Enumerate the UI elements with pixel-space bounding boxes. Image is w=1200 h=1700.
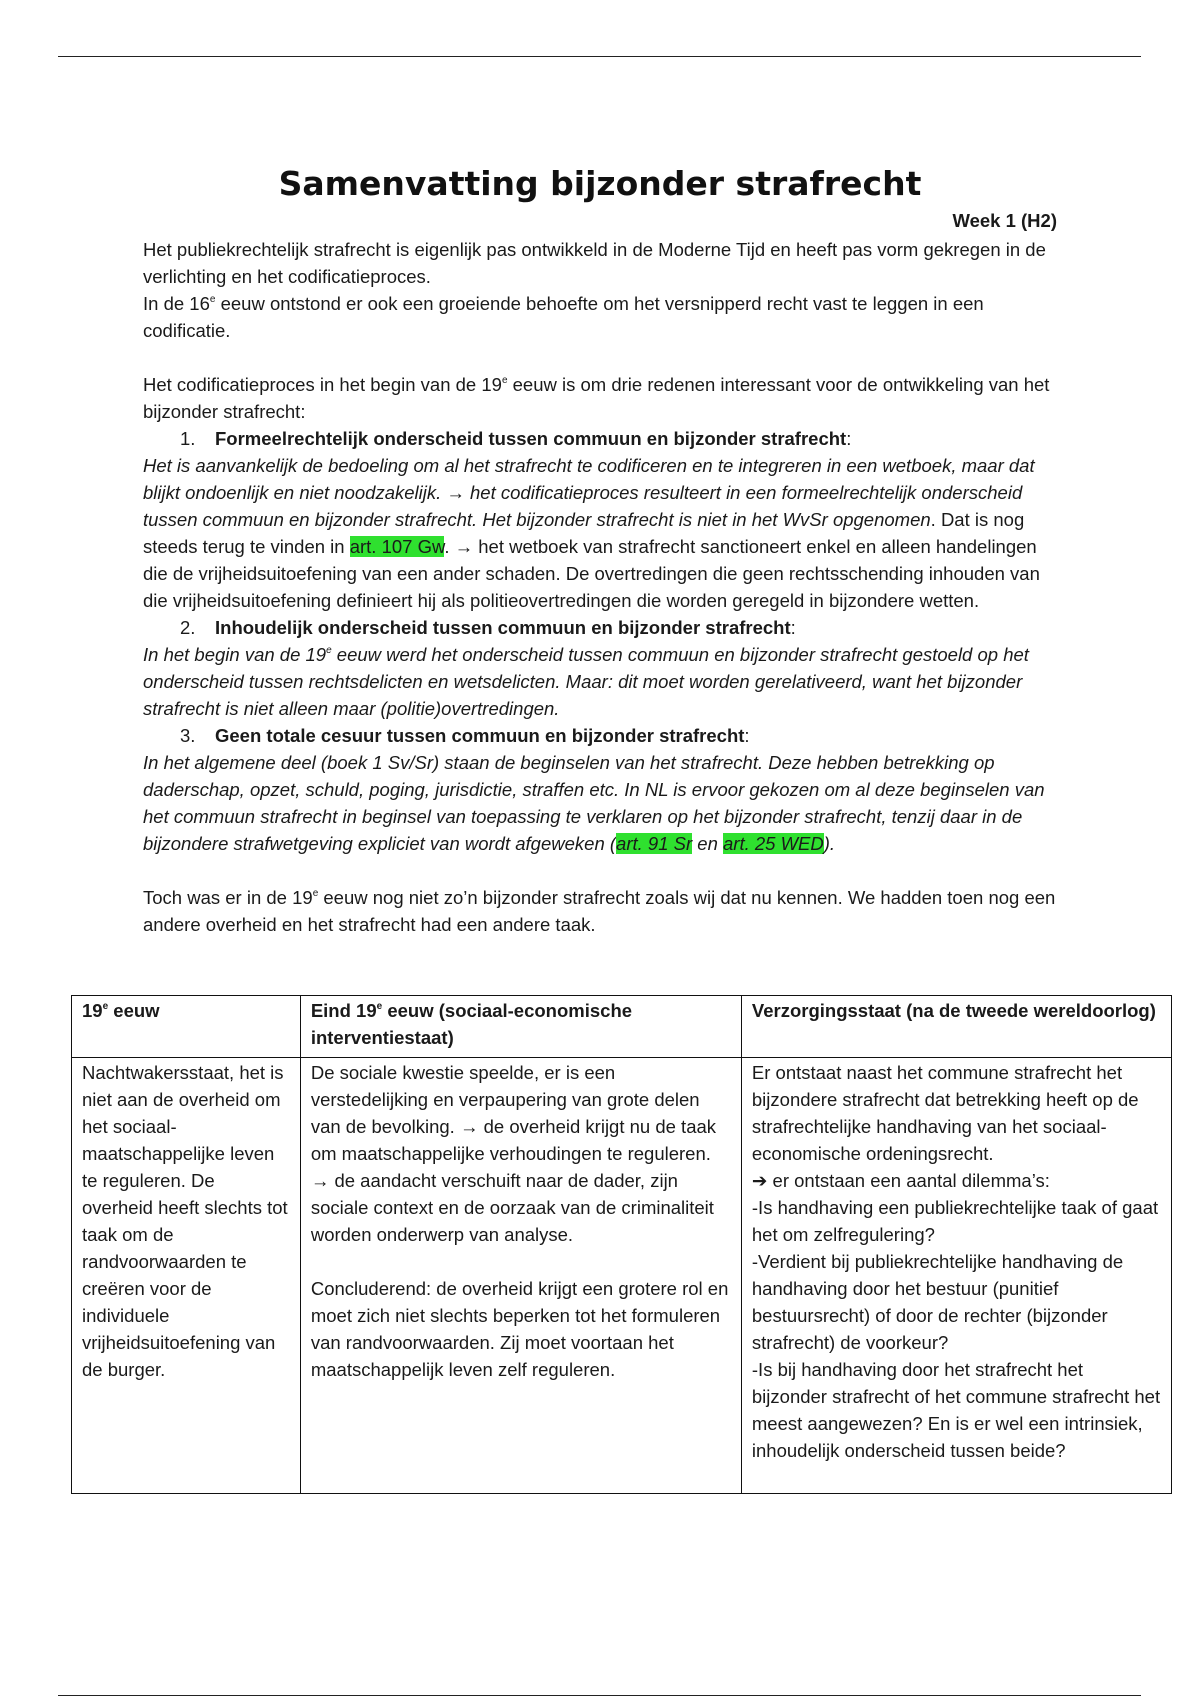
highlight-art-107-gw: art. 107 Gw [349,536,445,557]
intro-paragraph-3: Het codificatieproces in het begin van de 19e eeuw is om drie redenen interessant voor de ontwikkeling van het bijzonder strafrecht: [143,374,1050,422]
table-row [72,1058,1172,1494]
table-cell-interventiestaat: De sociale kwestie speelde, er is een verstedelijking en verpaupering van grote delen van de bevolking. → de overheid krijgt nu de taak om maatschappelijke verhoudingen te reguleren. → de aandacht verschuift naar de dader, zijn sociale context en de oorzaak van de criminaliteit worden onderwerp van analyse. Concluderend: de overheid krijgt een grotere rol en moet zich niet slechts beperken tot het formuleren van randvoorwaarden. Zij moet voortaan het maatschappelijk leven zelf reguleren. [300,1058,741,1494]
table-header-row [72,996,1172,1058]
list-item-3-heading: 3. Geen totale cesuur tussen commuun en bijzonder strafrecht: [180,725,750,746]
document-title: Samenvatting bijzonder strafrecht [278,164,922,203]
highlight-art-91-sr: art. 91 Sr [616,833,693,854]
table-header-19e-eeuw: 19e eeuw [72,996,301,1058]
list-item-1-heading: 1. Formeelrechtelijk onderscheid tussen commuun en bijzonder strafrecht: [180,428,852,449]
footer-rule [58,1695,1141,1696]
week-label: Week 1 (H2) [952,210,1057,231]
list-item-1-body: Het is aanvankelijk de bedoeling om al het strafrecht te codificeren en te integreren in een wetboek, maar dat blijkt ondoenlijk en niet noodzakelijk. → het codificatieproces resulteert in een formeelrechtelijk onderscheid tussen commuun en bijzonder strafrecht. Het bijzonder strafrecht is niet in het WvSr opgenomen. Dat is nog steeds terug te vinden in art. 107 Gw. → het wetboek van strafrecht sanctioneert enkel en alleen handelingen die de vrijheidsuitoefening van een ander schaden. De overtredingen die geen rechtsschending inhouden van die vrijheidsuitoefening definieert hij als politieovertredingen die worden geregeld in bijzondere wetten. [143,455,1040,611]
document-body [143,236,1063,938]
header-rule [58,56,1141,57]
list-item-2-body: In het begin van de 19e eeuw werd het onderscheid tussen commuun en bijzonder strafrecht gestoeld op het onderscheid tussen rechtsdelicten en wetsdelicten. Maar: dit moet worden gerelativeerd, want het bijzonder strafrecht is niet alleen maar (politie)overtredingen. [143,644,1029,719]
highlight-art-25-wed: art. 25 WED [723,833,824,854]
list-item-3-body: In het algemene deel (boek 1 Sv/Sr) staan de beginselen van het strafrecht. Deze hebben betrekking op daderschap, opzet, schuld, poging, jurisdictie, straffen etc. In NL is ervoor gekozen om al deze beginselen van het commuun strafrecht in beginsel van toepassing te verklaren op het bijzonder strafrecht, tenzij daar in de bijzondere strafwetgeving expliciet van wordt afgeweken (art. 91 Sr en art. 25 WED). [143,752,1045,854]
table-header-eind-19e-eeuw: Eind 19e eeuw (sociaal-economische interventiestaat) [300,996,741,1058]
comparison-table [71,995,1172,1494]
table-header-verzorgingsstaat: Verzorgingsstaat (na de tweede wereldoorlog) [741,996,1171,1058]
table-cell-nachtwakersstaat: Nachtwakersstaat, het is niet aan de overheid om het sociaal-maatschappelijke leven te reguleren. De overheid heeft slechts tot taak om de randvoorwaarden te creëren voor de individuele vrijheidsuitoefening van de burger. [72,1058,301,1494]
table-cell-verzorgingsstaat: Er ontstaat naast het commune strafrecht het bijzondere strafrecht dat betrekking heeft op de strafrechtelijke handhaving van het sociaal-economische ordeningsrecht. ➔ er ontstaan een aantal dilemma’s: -Is handhaving een publiekrechtelijke taak of gaat het om zelfregulering? -Verdient bij publiekrechtelijke handhaving de handhaving door het bestuur (punitief bestuursrecht) of door de rechter (bijzonder strafrecht) de voorkeur? -Is bij handhaving door het strafrecht het bijzonder strafrecht of het commune strafrecht het meest aangewezen? En is er wel een intrinsiek, inhoudelijk onderscheid tussen beide? [741,1058,1171,1494]
list-item-2-heading: 2. Inhoudelijk onderscheid tussen commuun en bijzonder strafrecht: [180,617,796,638]
outro-paragraph: Toch was er in de 19e eeuw nog niet zo’n bijzonder strafrecht zoals wij dat nu kennen. We hadden toen nog een andere overheid en het strafrecht had een andere taak. [143,887,1056,935]
intro-paragraph-2: In de 16e eeuw ontstond er ook een groeiende behoefte om het versnipperd recht vast te leggen in een codificatie. [143,293,984,341]
intro-paragraph-1: Het publiekrechtelijk strafrecht is eigenlijk pas ontwikkeld in de Moderne Tijd en heeft pas vorm gekregen in de verlichting en het codificatieproces. [143,239,1046,287]
